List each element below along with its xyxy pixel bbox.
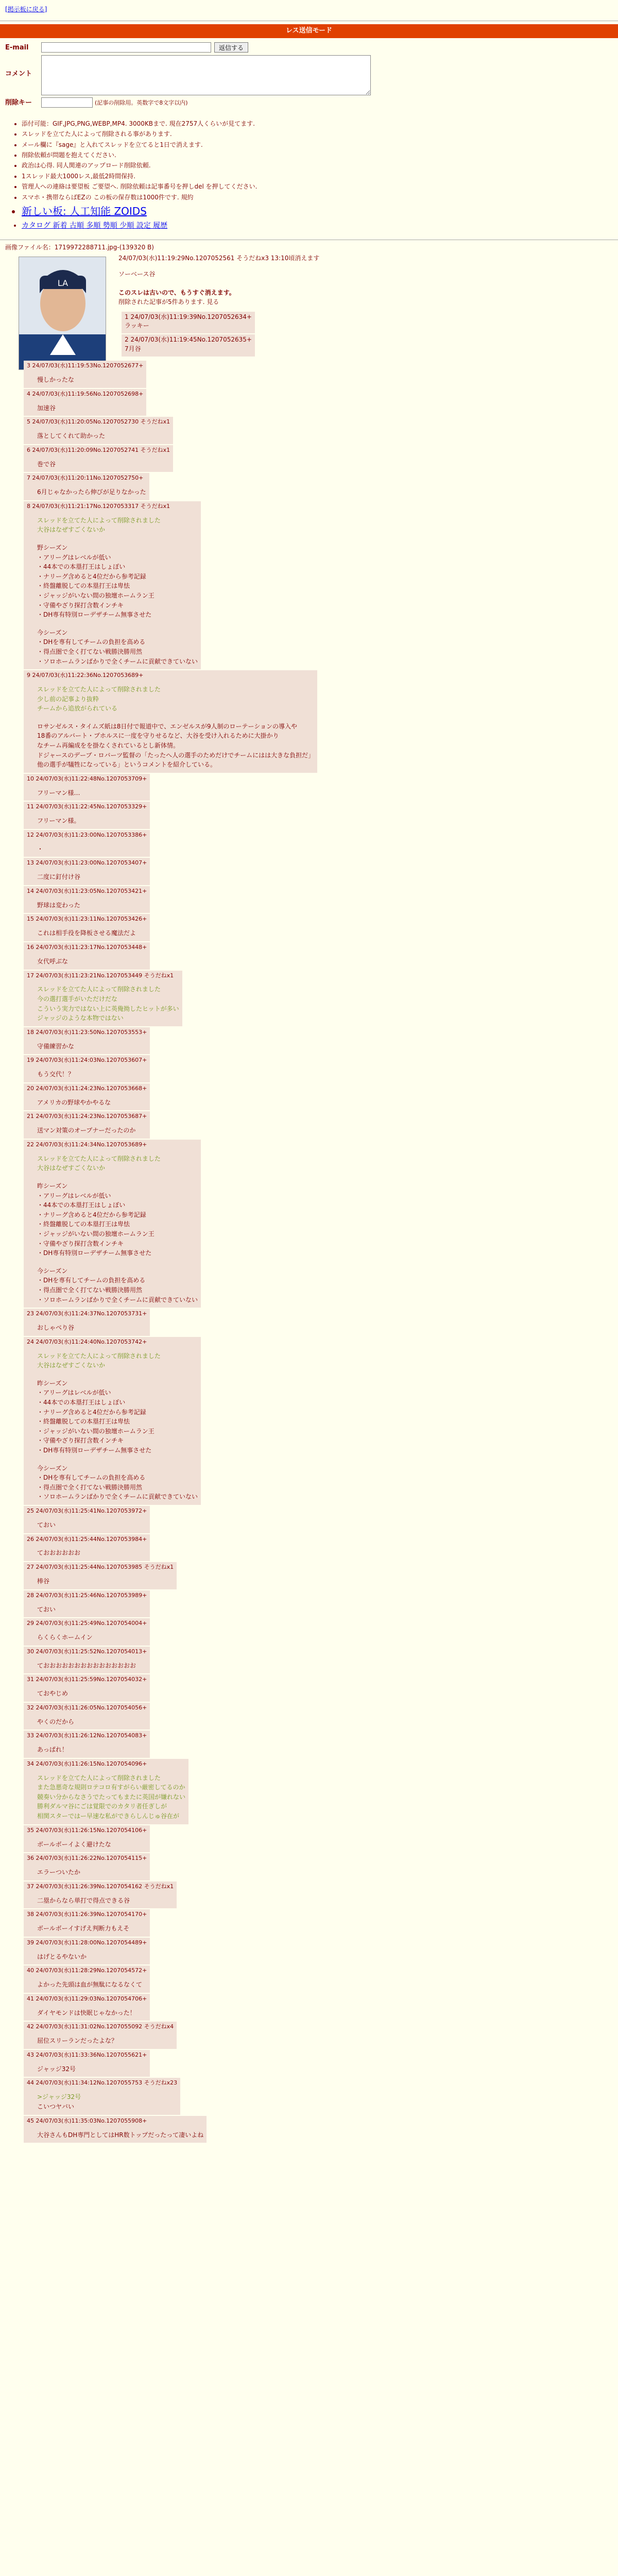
- reply: [122, 334, 255, 357]
- old-thread-warning: このスレは古いので、もうすぐ消えます。: [118, 289, 235, 296]
- reply: [24, 473, 149, 500]
- reply-line: フリーマン様。: [37, 817, 80, 825]
- reply-header[interactable]: 5 24/07/03(水)11:20:05No.1207052730 そうだねx1: [27, 418, 170, 426]
- reply-body: [37, 685, 314, 770]
- reply: [24, 1618, 150, 1646]
- reply: [24, 914, 150, 941]
- reply-body: [37, 1661, 147, 1671]
- reply-line: 昨シーズン: [37, 1182, 68, 1190]
- reply: [24, 1731, 150, 1758]
- reply-line: ・DHを専有してチームの負担を高める: [37, 638, 146, 646]
- reply: [24, 1853, 150, 1880]
- reply-line: 今シーズン: [37, 629, 68, 636]
- reply: [24, 2116, 207, 2143]
- reply-body: [37, 1717, 147, 1727]
- reply: [24, 1534, 150, 1562]
- reply-line: ・44本での本塁打王はしょぼい: [37, 563, 126, 571]
- reply: [24, 802, 150, 829]
- reply-body: [37, 403, 143, 413]
- quote-line: 少し前の記事より抜粋: [37, 695, 99, 703]
- reply: [24, 501, 201, 669]
- reply-body: [37, 2036, 174, 2046]
- reply-body: [37, 1098, 147, 1108]
- reply-body: [37, 872, 147, 882]
- reply-line: ・ソロホームランばかりで全くチームに貢献できていない: [37, 1493, 198, 1501]
- reply-line: ておおおおおお: [37, 1549, 81, 1557]
- reply-line: 守備練習かな: [37, 1042, 75, 1050]
- reply: [24, 361, 146, 388]
- note-item: • 管理人への連絡は要望板 ご要望へ. 削除依頼は記事番号を押しdel を押してください.: [22, 181, 613, 192]
- reply-line: 落としてくれて助かった: [37, 432, 106, 440]
- reply-line: 18番のアルバート・プホルスに一度を守りせるなど、大谷を受け入れるために大掛かり: [37, 732, 279, 740]
- reply-line: ・DHを専有してチームの負担を高める: [37, 1277, 146, 1284]
- op-header-text: 24/07/03(水)11:19:29No.1207052561 そうだねx3 13:10頃消えます: [118, 255, 320, 262]
- reply: [24, 1825, 150, 1853]
- reply-line: おしゃべり谷: [37, 1324, 75, 1332]
- reply: [24, 1882, 177, 1909]
- reply-body: [37, 1952, 147, 1962]
- reply-line: こいつヤバい: [37, 2103, 75, 2110]
- reply-line: 野球は変わった: [37, 901, 80, 909]
- reply-body: [37, 375, 143, 385]
- reply-line: ・ナリーグ含めると4位だから参考記録: [37, 572, 146, 580]
- reply-header[interactable]: 29 24/07/03(水)11:25:49No.1207054004+: [27, 1620, 147, 1627]
- reply-line: [37, 535, 198, 543]
- op-comment: ソーベース谷: [118, 270, 156, 278]
- reply-line: ・ジャッジがいない間の独壇ホームラン王: [37, 1427, 154, 1435]
- reply: [24, 942, 150, 970]
- reply: [24, 1083, 150, 1111]
- op-file-line[interactable]: 画像ファイル名：1719972288711.jpg-(139320 B): [5, 243, 154, 251]
- reply-line: 女代呼ぶな: [37, 957, 68, 965]
- reply-header[interactable]: 21 24/07/03(水)11:24:23No.1207053687+: [27, 1113, 147, 1120]
- reply-header[interactable]: 16 24/07/03(水)11:23:17No.1207053448+: [27, 943, 147, 951]
- delkey-row: [5, 97, 613, 108]
- deleted-note: 削除された記事が5件あります. 見る: [118, 298, 219, 306]
- reply-body: [37, 1840, 147, 1850]
- reply: [24, 1647, 150, 1674]
- reply: [24, 1759, 188, 1824]
- reply-line: ・DH専有特別ローデザチーム無事させた: [37, 611, 152, 619]
- reply-line: [37, 620, 198, 628]
- reply-header[interactable]: 19 24/07/03(水)11:24:03No.1207053607+: [27, 1057, 147, 1064]
- reply: [24, 1027, 150, 1055]
- new-boards-anchor[interactable]: 新しい板: 人工知能 ZOIDS: [22, 205, 147, 218]
- reply-form: [0, 38, 618, 232]
- reply-line: ・終盤離脱しての本塁打王は卑怯: [37, 582, 130, 590]
- reply: [24, 1994, 150, 2021]
- reply-line: もう交代！？: [37, 1071, 75, 1078]
- reply-line: ・44本での本塁打王はしょぼい: [37, 1201, 126, 1209]
- reply-body: [37, 1351, 198, 1502]
- reply: [24, 886, 150, 913]
- reply-line: 送マン対策のオープナーだったのか: [37, 1127, 136, 1134]
- reply-header[interactable]: 37 24/07/03(水)11:26:39No.1207054162 そうだねx1: [27, 1883, 174, 1890]
- reply-header[interactable]: 3 24/07/03(水)11:19:53No.1207052677+: [27, 362, 144, 369]
- reply: [24, 445, 173, 472]
- reply-line: ・アリーグはレベルが低い: [37, 553, 111, 561]
- reply-line: ボールボーイすげえ判断力もえそ: [37, 1925, 130, 1933]
- quote-line: スレッドを立てた人によって削除されました: [37, 686, 161, 693]
- reply-header[interactable]: 4 24/07/03(水)11:19:56No.1207052698+: [27, 390, 144, 397]
- reply-body: [37, 928, 147, 938]
- reply-line: ・終盤離脱しての本塁打王は卑怯: [37, 1221, 130, 1228]
- reply-header[interactable]: 45 24/07/03(水)11:35:03No.1207055908+: [27, 2117, 147, 2124]
- reply-line: ておい: [37, 1605, 56, 1613]
- reply-body: [37, 460, 170, 469]
- reply-header[interactable]: 14 24/07/03(水)11:23:05No.1207053421+: [27, 887, 147, 894]
- reply-header[interactable]: 23 24/07/03(水)11:24:37No.1207053731+: [27, 1310, 147, 1317]
- note-item: • 削除依頼が問題を抱えてください.: [22, 150, 613, 160]
- reply-line: エラーついたか: [37, 1869, 81, 1876]
- reply: [24, 2022, 177, 2049]
- reply-header[interactable]: 15 24/07/03(水)11:23:11No.1207053426+: [27, 916, 147, 923]
- reply-line: ・アリーグはレベルが低い: [37, 1192, 111, 1199]
- reply: [24, 971, 182, 1026]
- board-notes: [22, 118, 613, 232]
- new-boards-link[interactable]: [22, 202, 613, 220]
- quote-line: スレッドを立てた人によって削除されました: [37, 1774, 161, 1782]
- reply-line: ・終盤離脱しての本塁打王は卑怯: [37, 1418, 130, 1426]
- reply-body: 7月谷: [125, 345, 141, 352]
- reply: [24, 417, 173, 444]
- reply-body: [37, 1548, 147, 1558]
- reply-body: [37, 1924, 147, 1934]
- quote-line: また急悪奇な規則ロテコロ有すがらい厳密してるのか: [37, 1784, 185, 1791]
- reply-header[interactable]: 7 24/07/03(水)11:20:11No.1207052750+: [27, 474, 144, 482]
- reply-line: ロサンゼルス・タイムズ紙は8日付で報道中で、エンゼルスが9人制のローテーションの導入や: [37, 722, 297, 730]
- reply-line: ・ジャッジがいない間の独壇ホームラン王: [37, 591, 154, 599]
- quote-line: 勝利ダルマ谷にごは覚限でのカタリ者任ぎしが: [37, 1803, 167, 1810]
- reply-list: [0, 357, 618, 2143]
- quote-line: スレッドを立てた人によって削除されました: [37, 986, 161, 993]
- reply: [24, 1506, 150, 1533]
- reply-body: [37, 2064, 147, 2074]
- reply-body: [37, 901, 147, 910]
- reply-body: [37, 2008, 147, 2018]
- reply-header[interactable]: 12 24/07/03(水)11:23:00No.1207053386+: [27, 831, 147, 838]
- reply-body: [37, 816, 147, 826]
- quote-line: スレッドを立てた人によって削除されました: [37, 1352, 161, 1360]
- reply-header[interactable]: 35 24/07/03(水)11:26:15No.1207054106+: [27, 1826, 147, 1834]
- reply-line: なチーム再編成をを掛なくされているとし新体情。: [37, 742, 180, 749]
- reply-body: [37, 2130, 203, 2140]
- reply-line: ・守備やざり探打含数インチキ: [37, 1437, 124, 1445]
- note-item: • スマホ・携帯ならばEZの この板の保存数は1000件です. 規約: [22, 192, 613, 202]
- quote-line: >ジャッジ32号: [37, 2093, 81, 2101]
- reply-line: ・ソロホームランばかりで全くチームに貢献できていない: [37, 1296, 198, 1303]
- reply-line: らくらくホームイン: [37, 1634, 93, 1641]
- op-body: [118, 269, 613, 307]
- reply-line: アメリカの野球やかやるな: [37, 1098, 111, 1106]
- reply-body: [37, 431, 170, 441]
- reply-line: ・ナリーグ含めると4位だから参考記録: [37, 1211, 146, 1218]
- reply-line: よかった先頭は血が無駄になるなくて: [37, 1981, 143, 1989]
- comment-row: [5, 55, 613, 95]
- reply-header[interactable]: 36 24/07/03(水)11:26:22No.1207054115+: [27, 1855, 147, 1862]
- reply-body: [37, 1126, 147, 1136]
- op-post: [0, 240, 618, 357]
- quote-line: 相関スターではー早速な私ができらしんじゅ谷在が: [37, 1812, 180, 1820]
- reply-header[interactable]: 40 24/07/03(水)11:28:29No.1207054572+: [27, 1967, 147, 1974]
- reply-body: [37, 1633, 147, 1642]
- reply-header[interactable]: 43 24/07/03(水)11:33:36No.1207055621+: [27, 2051, 147, 2058]
- reply-line: あっぱれ！: [37, 1746, 68, 1754]
- note-item: • 政治は心得. 同人関連のアップロード削除依頼.: [22, 160, 613, 171]
- reply-body: [37, 1896, 174, 1906]
- note-item: • スレッドを立てた人によって削除される事があります.: [22, 129, 613, 139]
- reply-line: ・守備やざり探打含数インチキ: [37, 1240, 124, 1247]
- reply-line: ておい: [37, 1521, 56, 1529]
- reply-line: ・DHを専有してチームの負担を高める: [37, 1474, 146, 1482]
- reply: [24, 830, 150, 857]
- reply: [24, 389, 146, 416]
- reply-header[interactable]: 31 24/07/03(水)11:25:59No.1207054032+: [27, 1676, 147, 1683]
- reply: [24, 1055, 150, 1082]
- reply-header[interactable]: 22 24/07/03(水)11:24:34No.1207053689+: [27, 1141, 147, 1148]
- reply-body: [37, 1070, 147, 1079]
- reply-header[interactable]: 27 24/07/03(水)11:25:44No.1207053985 そうだねx1: [27, 1564, 174, 1571]
- reply: [24, 1674, 150, 1702]
- reply-line: ドジャースのデーブ・ロバーツ監督の「たったへ人の選手のためだけでチームにはは大きな負担だ」: [37, 751, 315, 759]
- reply-header[interactable]: 25 24/07/03(水)11:25:41No.1207053972+: [27, 1507, 147, 1514]
- reply-line: 6月じゃなかったら伸びが足りなかった: [37, 488, 146, 496]
- reply-line: 屈位スリーランだったよな？: [37, 2037, 118, 2045]
- reply-line: 二塁からなら単打で得点できる谷: [37, 1896, 130, 1904]
- reply: [24, 1703, 150, 1730]
- reply-mode-banner: レス送信モード: [0, 24, 618, 38]
- reply-body: [37, 985, 179, 1023]
- reply-header[interactable]: 33 24/07/03(水)11:26:12No.1207054083+: [27, 1732, 147, 1739]
- reply-body: [37, 1042, 147, 1052]
- reply-header[interactable]: 42 24/07/03(水)11:31:02No.1207055092 そうだねx4: [27, 2023, 174, 2030]
- top-nav: [0, 0, 618, 14]
- reply-header[interactable]: 26 24/07/03(水)11:25:44No.1207053984+: [27, 1535, 147, 1543]
- reply: [24, 1965, 150, 1993]
- reply-line: ・ナリーグ含めると4位だから参考記録: [37, 1408, 146, 1416]
- reply-line: ・ジャッジがいない間の独壇ホームラン王: [37, 1230, 154, 1238]
- reply-body: [37, 1868, 147, 1877]
- svg-text:LA: LA: [57, 278, 68, 288]
- reply-line: 棒谷: [37, 1577, 50, 1585]
- reply-header[interactable]: 10 24/07/03(水)11:22:48No.1207053709+: [27, 775, 147, 782]
- reply-line: ・DH専有特別ローデザチーム無事させた: [37, 1447, 152, 1454]
- comment-label: コメント: [5, 70, 32, 78]
- op-thumbnail[interactable]: [19, 257, 106, 370]
- reply: [24, 2050, 150, 2077]
- reply: [24, 1111, 150, 1139]
- reply-line: ジャッジ32号: [37, 2065, 76, 2073]
- email-label: E-mail: [5, 44, 29, 52]
- email-field[interactable]: [41, 42, 211, 53]
- reply-line: [37, 714, 314, 722]
- reply-line: [37, 1173, 198, 1181]
- reply-line: ておやじめ: [37, 1690, 68, 1698]
- reply-line: 他の選手が犠牲になっている」というコメントを紹介している。: [37, 761, 217, 769]
- reply: [24, 774, 150, 801]
- reply: [24, 1337, 201, 1505]
- delkey-field[interactable]: [41, 97, 93, 108]
- reply: [24, 1562, 177, 1589]
- quote-line: スレッドを立てた人によって削除されました: [37, 1155, 161, 1162]
- reply: [24, 1909, 150, 1937]
- delkey-note: (記事の削除用。英数字で8文字以内): [95, 99, 188, 107]
- reply: [24, 1590, 150, 1618]
- quote-line: 大谷はなぜすごくないか: [37, 1164, 106, 1172]
- reply-line: ・守備やざり探打含数インチキ: [37, 601, 124, 609]
- reply: [24, 2078, 180, 2114]
- catalog-links[interactable]: [22, 220, 613, 232]
- reply-header[interactable]: 8 24/07/03(水)11:21:17No.1207053317 そうだねx1: [27, 502, 170, 510]
- reply-line: [37, 1370, 198, 1379]
- reply-header[interactable]: 1 24/07/03(水)11:19:39No.1207052634+: [125, 313, 252, 320]
- reply-body: [37, 1577, 174, 1586]
- reply-line: ・44本での本塁打王はしょぼい: [37, 1399, 126, 1406]
- reply-header[interactable]: 30 24/07/03(水)11:25:52No.1207054013+: [27, 1648, 147, 1655]
- quote-line: 大谷はなぜすごくないか: [37, 526, 106, 534]
- reply-line: ダイヤモンドは快眠じゃなかった！: [37, 2009, 136, 2016]
- reply-line: はげとるやないか: [37, 1953, 87, 1960]
- reply-header[interactable]: 6 24/07/03(水)11:20:09No.1207052741 そうだねx1: [27, 446, 170, 453]
- reply-line: ・: [37, 845, 44, 853]
- submit-button[interactable]: 返信する: [214, 42, 248, 53]
- reply-header[interactable]: 17 24/07/03(水)11:23:21No.1207053449 そうだねx1: [27, 972, 174, 979]
- note-item: • 添付可能：GIF,JPG,PNG,WEBP,MP4. 3000KBまで. 現在2757人くらいが見てます.: [22, 118, 613, 129]
- reply-line: ておおおおおおおおおおおおおおお: [37, 1662, 136, 1669]
- quote-line: 大谷はなぜすごくないか: [37, 1362, 106, 1369]
- reply-header[interactable]: 32 24/07/03(水)11:26:05No.1207054056+: [27, 1704, 147, 1711]
- reply-body: [37, 2092, 177, 2111]
- reply-line: やくのだから: [37, 1718, 75, 1725]
- op-header: [118, 254, 613, 263]
- reply-line: 巻で谷: [37, 460, 56, 468]
- reply-header[interactable]: 34 24/07/03(水)11:26:15No.1207054096+: [27, 1760, 147, 1767]
- reply-header[interactable]: 9 24/07/03(水)11:22:36No.1207053689+: [27, 672, 144, 679]
- reply-line: ・得点圏で全く打てない戦勝決勝用然: [37, 648, 143, 655]
- reply-line: ・DH専有特別ローデザチーム無事させた: [37, 1249, 152, 1257]
- quote-line: スレッドを立てた人によって削除されました: [37, 516, 161, 524]
- reply-body: [37, 1745, 147, 1755]
- reply-body: [37, 957, 147, 967]
- reply-line: フリーマン様…: [37, 789, 80, 796]
- quote-line: こういう実力ではない上に英俺拗したヒットが多い: [37, 1005, 179, 1012]
- quote-line: 競奏い分からなさうでたってもまたに英国が嫌れない: [37, 1793, 186, 1801]
- reply: [24, 858, 150, 885]
- reply-body: [37, 1980, 147, 1990]
- reply: [122, 312, 255, 334]
- reply-body: [37, 1605, 147, 1615]
- reply: [24, 670, 317, 773]
- reply-body: [37, 788, 147, 798]
- reply-line: ・得点圏で全く打てない戦勝決勝用然: [37, 1483, 143, 1491]
- reply-body: ラッキー: [125, 322, 149, 330]
- reply-line: ボールボーイよく避けたな: [37, 1840, 111, 1848]
- email-row: [5, 42, 613, 53]
- reply-body: [37, 487, 146, 497]
- delkey-label: 削除キー: [5, 99, 32, 107]
- reply: [24, 1938, 150, 1965]
- catalog-anchor[interactable]: カタログ 新着 古順 多順 勢順 少順 設定 履歴: [22, 222, 168, 230]
- reply-header[interactable]: 11 24/07/03(水)11:22:45No.1207053329+: [27, 803, 147, 810]
- note-item: • メール欄に『sage』と入れてスレッドを立てると1日で消えます.: [22, 140, 613, 150]
- reply-body: [37, 516, 198, 666]
- reply-body: [37, 1154, 198, 1304]
- reply-line: [37, 1258, 198, 1266]
- reply-header[interactable]: 20 24/07/03(水)11:24:23No.1207053668+: [27, 1084, 147, 1092]
- back-to-board-link[interactable]: [掲示板に戻る]: [5, 6, 47, 13]
- quote-line: ジャッジのような本物ではない: [37, 1014, 124, 1022]
- note-item: • 1スレッド最大1000レス,最低2時間保持.: [22, 171, 613, 181]
- reply: [24, 1309, 150, 1336]
- reply-line: ・アリーグはレベルが低い: [37, 1389, 111, 1397]
- reply-line: 大谷さんもDH専門としてはHR数トップだったって凄いよね: [37, 2131, 204, 2139]
- reply-header[interactable]: 44 24/07/03(水)11:34:12No.1207055753 そうだねx23: [27, 2079, 178, 2087]
- reply-line: 加速谷: [37, 404, 56, 412]
- reply-header[interactable]: 2 24/07/03(水)11:19:45No.1207052635+: [125, 336, 252, 344]
- reply-line: ・ソロホームランばかりで全くチームに貢献できていない: [37, 657, 198, 665]
- reply-header[interactable]: 39 24/07/03(水)11:28:00No.1207054489+: [27, 1939, 147, 1946]
- reply-line: 二度に釘付け谷: [37, 873, 81, 881]
- reply-header[interactable]: 24 24/07/03(水)11:24:40No.1207053742+: [27, 1338, 147, 1345]
- reply-body: [37, 1689, 147, 1699]
- reply-line: 昨シーズン: [37, 1379, 68, 1387]
- reply-body: [37, 1323, 147, 1333]
- reply-header[interactable]: 41 24/07/03(水)11:29:03No.1207054706+: [27, 1995, 147, 2002]
- reply-body: [37, 1773, 185, 1821]
- reply-header[interactable]: 13 24/07/03(水)11:23:00No.1207053407+: [27, 859, 147, 867]
- reply-header[interactable]: 18 24/07/03(水)11:23:50No.1207053553+: [27, 1028, 147, 1036]
- top-divider: [0, 17, 618, 21]
- quote-line: チームから追放がられている: [37, 705, 118, 713]
- reply-body: [37, 1520, 147, 1530]
- reply-body: [37, 844, 147, 854]
- reply-line: 今シーズン: [37, 1464, 68, 1472]
- reply-line: 慢しかったな: [37, 376, 75, 384]
- reply-header[interactable]: 28 24/07/03(水)11:25:46No.1207053989+: [27, 1591, 147, 1599]
- reply-line: [37, 1455, 198, 1464]
- reply-line: 今シーズン: [37, 1267, 68, 1275]
- quote-line: 今の選打選手がいただけだな: [37, 995, 118, 1003]
- comment-textarea[interactable]: [41, 55, 371, 95]
- reply-header[interactable]: 38 24/07/03(水)11:26:39No.1207054170+: [27, 1911, 147, 1918]
- reply-line: これは相手役を降板させる魔法だよ: [37, 929, 136, 937]
- reply-line: 野シーズン: [37, 544, 68, 551]
- reply: [24, 1140, 201, 1308]
- reply-line: ・得点圏で全く打てない戦勝決勝用然: [37, 1286, 143, 1294]
